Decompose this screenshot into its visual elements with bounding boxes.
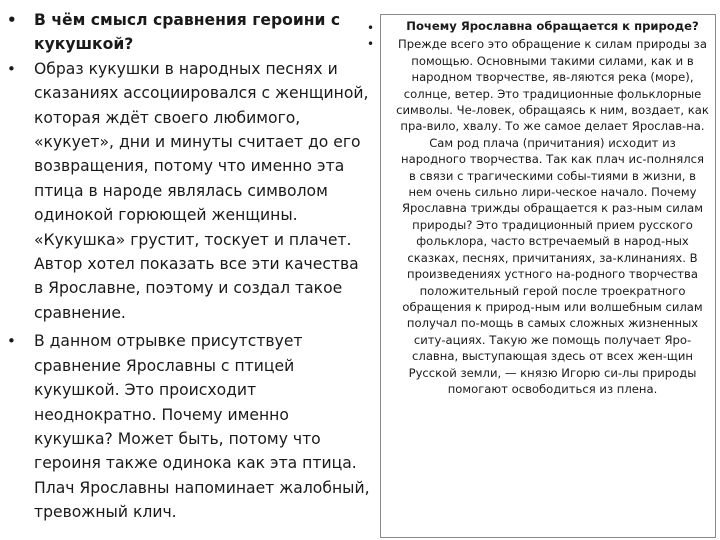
bullet-text: В чём смысл сравнения героини с кукушкой? <box>34 11 341 54</box>
bullet-icon: • <box>367 37 375 51</box>
bullet-text: Образ кукушки в народных песнях и сказаниях ассоциировался с женщиной, которая ждёт своего любимого, «кукует», дни и минуты считает до его возвращения, потому что именно эта птица в народе являлась символом одинокой горюющей женщины. «Кукушка» грустит, тоскует и плачет. Автор хотел показать все эти качества в Ярославне, поэтому и создал такое сравнение. <box>34 59 369 322</box>
left-column <box>0 8 375 525</box>
bullet-icon: • <box>7 59 16 78</box>
right-text-box <box>380 14 716 538</box>
right-answer: Прежде всего это обращение к силам природы за помощью. Основными такими силами, как и в народном творчестве, яв-ляются река (море), солнце, ветер. Это традиционные фольклорные символы. Че-ловек, обращаясь к ним, воздает, как пра-вило, хвалу. То же самое делает Ярослав-на. Сам род плача (причитания) исходит из народного творчества. Так как плач ис-полнялся в связи с трагическими собы-тиями в жизни, в нем очень сильно лири-ческое начало. Почему Ярославна трижды обращается к раз-ным силам природы? Это традиционный прием русского фольклора, часто встречаемый в народ-ных сказках, песнях, причитаниях, за-клинаниях. В произведениях устного на-родного творчества положительный герой после троекратного обращения к природ-ным или волшебным силам получал по-мощь в самых сложных жизненных ситу-ациях. Такую же помощь получает Яро-славна, выступающая здесь от всех жен-щин Русской земли, — князю Игорю си-лы природы помогают освободиться из плена. <box>396 37 709 396</box>
bullet-icon: • <box>367 21 375 35</box>
right-text <box>381 15 715 397</box>
bullet-item-comparison <box>0 329 372 524</box>
bullet-item-cuckoo-image <box>0 57 372 325</box>
bullet-item-question <box>0 8 375 57</box>
bullet-icon: • <box>7 11 17 29</box>
right-bullet-markers <box>367 20 374 52</box>
bullet-text: В данном отрывке присутствует сравнение Ярославны с птицей кукушкой. Это происходит неоднократно. Почему именно кукушка? Может быть, потому что героиня также одинока как эта птица. Плач Ярославны напоминает жалобный, тревожный клич. <box>34 332 370 522</box>
right-question: Почему Ярославна обращается к природе? <box>406 19 699 33</box>
left-bullet-list <box>0 8 375 525</box>
bullet-icon: • <box>7 332 16 351</box>
